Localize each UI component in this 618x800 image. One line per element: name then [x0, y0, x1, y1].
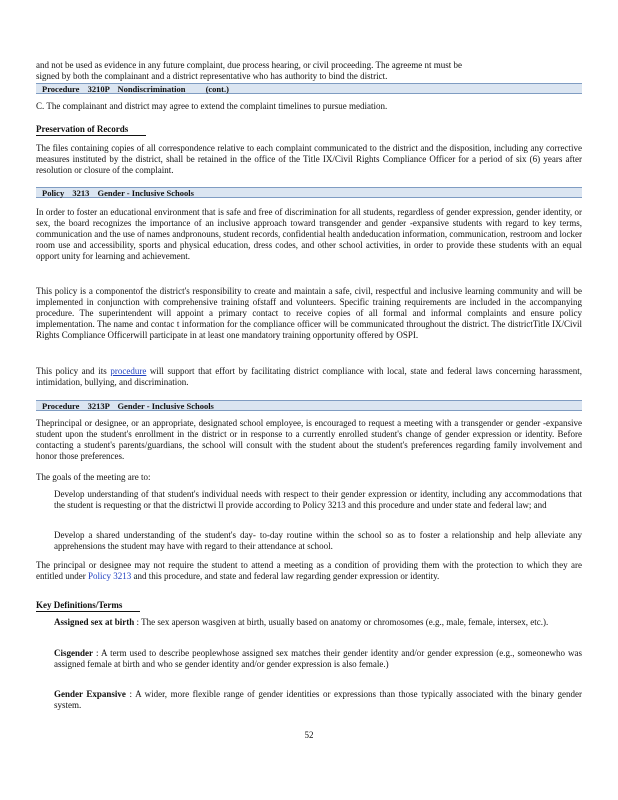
bullet-box-icon: [36, 617, 46, 628]
policy-paragraph-2: This policy is a componentof the district's responsibility to create and maintain a safe, civil, respectful and inclusive learning community and will be implemented in conjunction with comprehensive training ofstaff and volunteers. Specific training requirements are included in the accompanying procedure. The superintendent will appoint a primary contact to receive copies of all formal and informal complaints and ensure policy implementation. The name and contac t information for the compliance officer will be communicated throughout the district. The districtTitle IX/Civil Rights Compliance Officerwill participate in at least one mandatory training opportunity offered by OSPI.: [36, 286, 582, 340]
policy-paragraph-1: In order to foster an educational environment that is safe and free of discrimination for all students, regardless of gender expression, gender identity, or sex, the board recognizes the importance of an inclusive approach toward transgender and gender -expansive students with regard to key terms, communication and the use of names andpronouns, student records, confidential health andeducation information, communication, restroom and locker room use and accessibility, sports and physical education, dress codes, and other school activities, in order to provide these students with an equal opport unity for learning and achievement.: [36, 207, 582, 261]
definition-text: : A term used to describe peoplewhose assigned sex matches their gender identity and/or gender expression (e.g., someonewho was assigned female at birth and who se gender identity and/or gender expression is also female.): [54, 648, 583, 669]
bar-title: Gender - Inclusive Schools: [97, 188, 194, 198]
proc-p2-text-before: The principal or designee may not require the student to attend a meeting as a condition of providing them with the protection to which they are entitled under: [36, 560, 582, 581]
goals-intro: The goals of the meeting are to:: [36, 472, 151, 482]
definition-text: : The sex aperson wasgiven at birth, usually based on anatomy or chromosomes (e.g., male, female, intersex, etc.).: [136, 617, 549, 627]
definition-text: : A wider, more flexible range of gender identities or expressions than those typically associated with the binary gender system.: [54, 689, 583, 710]
procedure-paragraph-1: Theprincipal or designee, or an appropriate, designated school employee, is encouraged to request a meeting with a transgender or gender -expansive student upon the student's enrollment in the district or in response to a currently enrolled student's change of gender expression or identity. Before contacting a student's parents/guardians, the school will consult with the student about the student's preferences regarding family involvement and honor those preferences.: [36, 418, 582, 461]
section-bar-policy-3213: [36, 187, 582, 198]
bar-label: Policy: [42, 188, 65, 198]
bar-code: 3213P: [87, 401, 110, 411]
bar-code: 3210P: [87, 84, 110, 94]
page-number: 52: [304, 730, 314, 740]
paragraph-c: C. The complainant and district may agree to extend the complaint timelines to pursue mediation.: [36, 101, 388, 111]
definition-item: [36, 617, 582, 628]
definition-item: [36, 689, 582, 711]
goal-text: Develop a shared understanding of the student's day- to-day routine within the school so as to foster a relationship and help alleviate any apprehensions the student may have with regard to their attendance at school.: [54, 530, 582, 551]
section-bar-3210p: [36, 83, 582, 94]
bullet-box-icon: [36, 648, 46, 659]
definition-term: Cisgender: [54, 648, 93, 658]
bar-suffix: (cont.): [205, 84, 229, 94]
bar-title: Gender - Inclusive Schools: [117, 401, 214, 411]
procedure-link[interactable]: procedure: [110, 366, 147, 376]
preservation-text: The files containing copies of all correspondence relative to each complaint communicated to the district and the disposition, including any corrective measures instituted by the district, shall be retained in the office of the Title IX/Civil Rights Compliance Officer for a period of six (6) years after resolution or closure of the complaint.: [36, 143, 582, 175]
bar-code: 3213: [72, 188, 90, 198]
policy-paragraph-3: [36, 366, 582, 388]
bar-label: Procedure: [42, 401, 80, 411]
continued-paragraph-line-2: signed by both the complainant and a district representative who has authority to bind the district.: [36, 71, 388, 81]
key-definitions-heading: Key Definitions/Terms: [36, 600, 140, 612]
procedure-paragraph-2: [36, 560, 582, 582]
bar-title: Nondiscrimination: [117, 84, 186, 94]
section-bar-procedure-3213p: [36, 400, 582, 411]
continued-paragraph-line-1: and not be used as evidence in any future complaint, due process hearing, or civil proceeding. The agreeme nt must be: [36, 60, 462, 70]
goal-text: Develop understanding of that student's individual needs with respect to their gender expression or identity, including any accommodations that the student is requesting or that the districtwi ll provide according to Policy 3213 and this procedure and under state and federal law; and: [54, 489, 582, 510]
bar-label: Procedure: [42, 84, 80, 94]
definition-term: Assigned sex at birth: [54, 617, 135, 627]
bullet-box-icon: [36, 489, 46, 500]
bullet-box-icon: [36, 689, 46, 700]
definition-term: Gender Expansive: [54, 689, 126, 699]
bullet-box-icon: [36, 530, 46, 541]
policy-p3-text-before: This policy and its: [36, 366, 111, 376]
policy-p3-text-after: will support that effort by facilitating district compliance with local, state and federal laws concerning harassment, intimidation, bullying, and discrimination.: [36, 366, 582, 387]
goal-item: [36, 489, 582, 511]
goal-item: [36, 530, 582, 552]
preservation-heading: Preservation of Records: [36, 124, 146, 136]
proc-p2-text-after: and this procedure, and state and federal law regarding gender expression or identity.: [131, 571, 440, 581]
policy-3213-link[interactable]: Policy 3213: [87, 571, 132, 581]
definition-item: [36, 648, 582, 670]
